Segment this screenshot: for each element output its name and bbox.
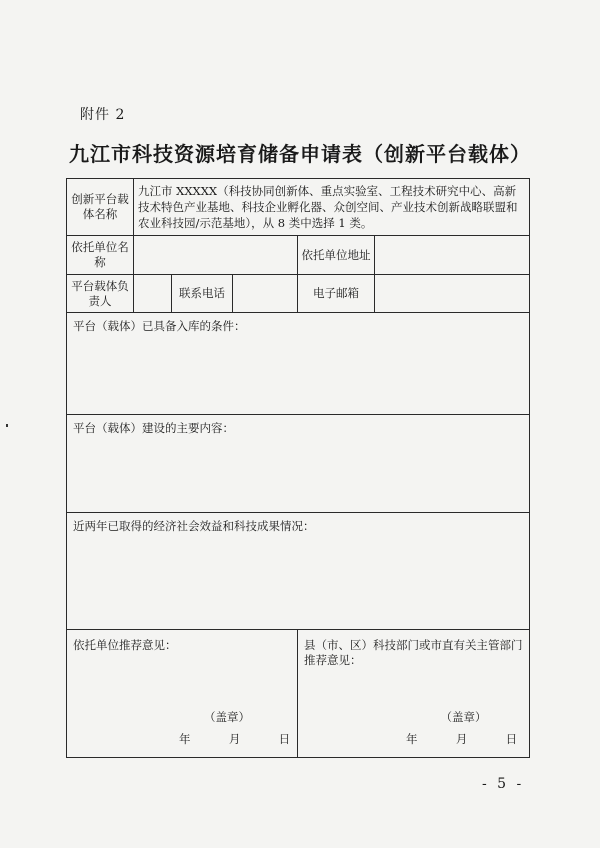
department-date <box>406 732 518 747</box>
benefits-section[interactable] <box>67 513 530 630</box>
scan-mark <box>6 424 8 427</box>
phone-label: 联系电话 <box>172 275 233 313</box>
department-recommendation[interactable] <box>298 630 530 758</box>
date-month-label: 月 <box>228 732 242 746</box>
department-recommendation-label: 县（市、区）科技部门或市直有关主管部门推荐意见： <box>304 638 523 667</box>
conditions-label: 平台（载体）已具备入库的条件： <box>73 319 246 333</box>
email-field[interactable] <box>375 275 530 313</box>
phone-field[interactable] <box>233 275 298 313</box>
contents-label: 平台（载体）建设的主要内容： <box>73 421 234 435</box>
support-unit-recommendation-label: 依托单位推荐意见： <box>73 638 177 652</box>
support-unit-address-label: 依托单位地址 <box>298 236 375 275</box>
person-in-charge-label: 平台载体负责人 <box>67 275 134 313</box>
support-unit-seal: （盖章） <box>204 710 250 724</box>
platform-name-row <box>67 179 530 236</box>
date-day-label: 日 <box>505 732 519 746</box>
person-in-charge-field[interactable] <box>134 275 172 313</box>
date-day-label: 日 <box>278 732 292 746</box>
support-unit-address-field[interactable] <box>375 236 530 275</box>
application-form-table <box>66 178 530 758</box>
conditions-section[interactable] <box>67 313 530 415</box>
email-label: 电子邮箱 <box>298 275 375 313</box>
department-seal: （盖章） <box>440 710 487 724</box>
date-year-label: 年 <box>406 732 419 746</box>
date-year-label: 年 <box>179 732 192 746</box>
contents-row <box>67 415 530 513</box>
benefits-label: 近两年已取得的经济社会效益和科技成果情况： <box>73 519 315 533</box>
support-unit-recommendation[interactable] <box>67 630 298 758</box>
platform-name-field[interactable]: 九江市 XXXXX（科技协同创新体、重点实验室、工程技术研究中心、高新技术特色产业基地、科技企业孵化器、众创空间、产业技术创新战略联盟和农业科技园/示范基地），从 8 类中选择 1 类。 <box>134 179 530 236</box>
platform-name-label: 创新平台载体名称 <box>67 179 134 236</box>
recommendation-row <box>67 630 530 758</box>
support-unit-date <box>179 732 291 747</box>
person-in-charge-row <box>67 275 530 313</box>
support-unit-row <box>67 236 530 275</box>
page-number: - 5 - <box>482 776 525 792</box>
date-month-label: 月 <box>455 732 469 746</box>
contents-section[interactable] <box>67 415 530 513</box>
form-title: 九江市科技资源培育储备申请表（创新平台载体） <box>69 142 531 166</box>
benefits-row <box>67 513 530 630</box>
support-unit-name-label: 依托单位名称 <box>67 236 134 275</box>
attachment-label: 附件 2 <box>80 107 126 123</box>
support-unit-name-field[interactable] <box>134 236 298 275</box>
conditions-row <box>67 313 530 415</box>
